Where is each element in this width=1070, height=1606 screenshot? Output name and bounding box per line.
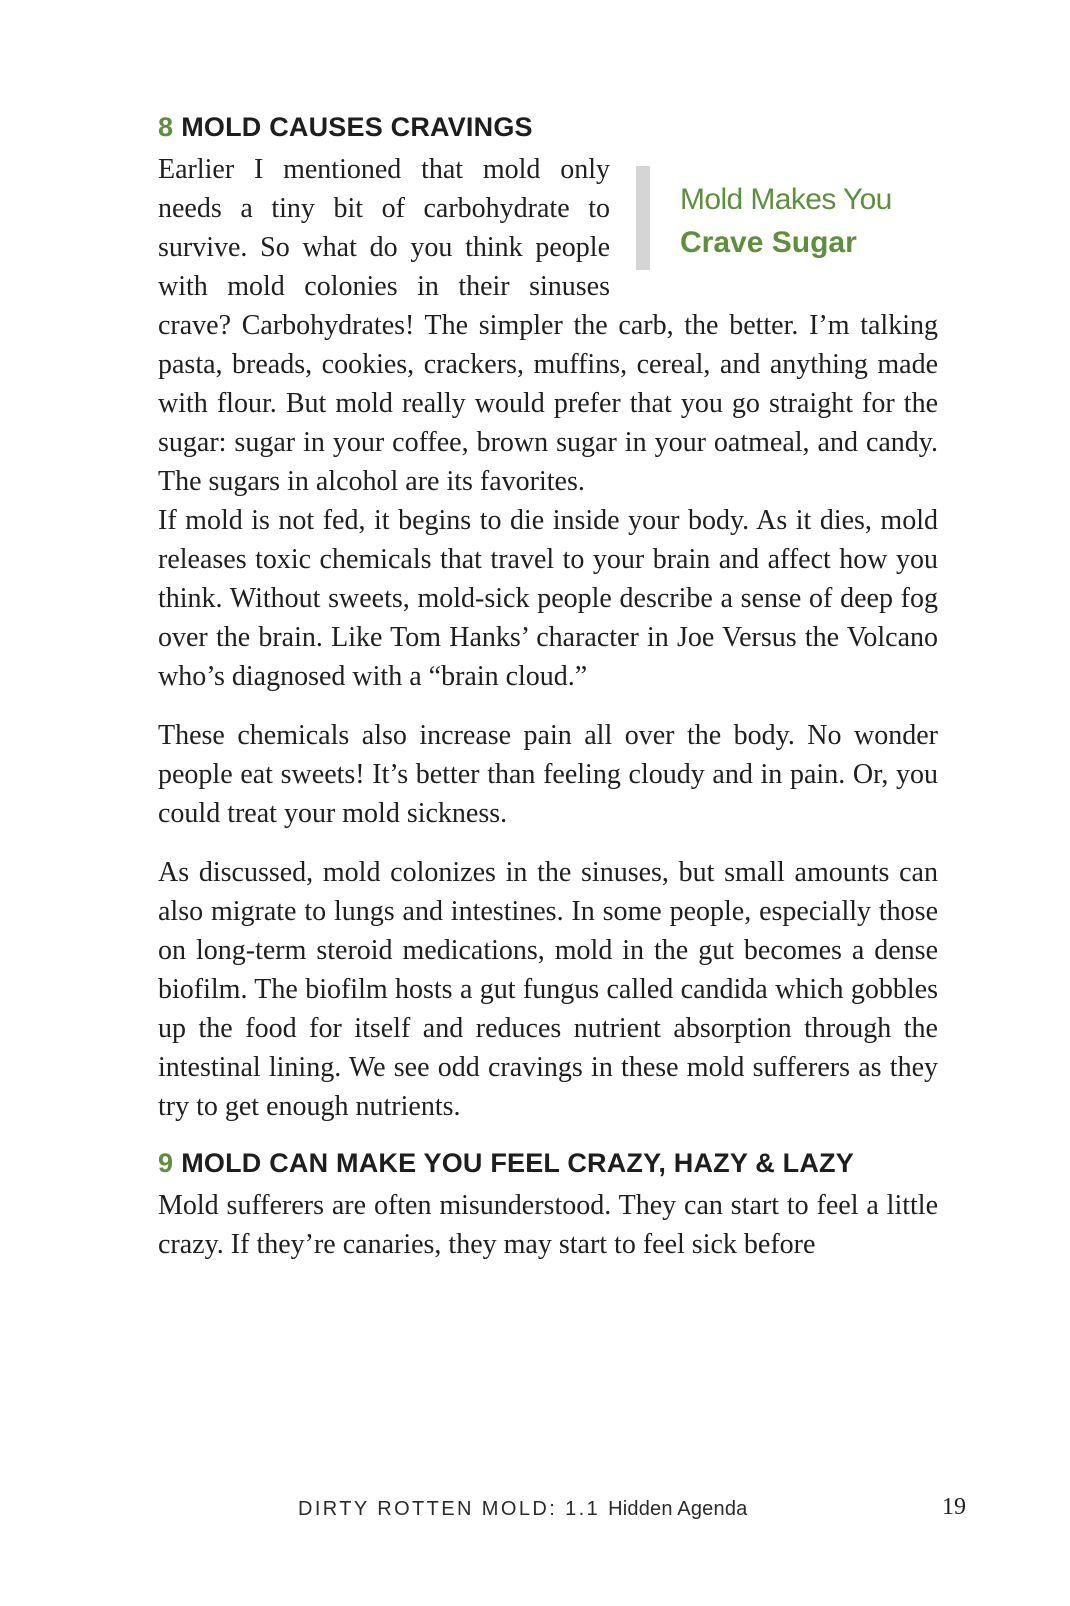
footer-book-title: DIRTY ROTTEN MOLD: 1.1 <box>298 1498 601 1520</box>
page-content <box>158 110 938 1284</box>
footer-chapter: Hidden Agenda <box>608 1498 748 1520</box>
section-9-heading <box>158 1146 938 1180</box>
section-8-paragraph-3: These chemicals also increase pain all over the body. No wonder people eat sweets! It’s better than feeling cloudy and in pain. Or, you could treat your mold sickness. <box>158 720 938 829</box>
section-9-paragraph-1: Mold sufferers are often misunderstood. They can start to feel a little crazy. If they’re canaries, they may start to feel sick before <box>158 1190 938 1260</box>
pull-quote <box>636 166 938 270</box>
section-8-paragraph-1 <box>158 150 938 501</box>
section-8-heading <box>158 110 938 144</box>
running-footer <box>298 1498 747 1521</box>
section-8-paragraph-4: As discussed, mold colonizes in the sinuses, but small amounts can also migrate to lungs and intestines. In some people, especially those on long-term steroid medications, mold in the gut becomes a dense biofilm. The biofilm hosts a gut fungus called candida which gobbles up the food for itself and reduces nutrient absorption through the intestinal lining. We see odd cravings in these mold sufferers as they try to get enough nutrients. <box>158 857 938 1122</box>
section-9-number: 9 <box>158 1148 174 1178</box>
pull-quote-line-1: Mold Makes You <box>680 183 892 216</box>
page-number: 19 <box>942 1494 966 1520</box>
section-8-title: MOLD CAUSES CRAVINGS <box>181 112 533 142</box>
section-8-paragraph-2: If mold is not fed, it begins to die inside your body. As it dies, mold releases toxic chemicals that travel to your brain and affect how you think. Without sweets, mold-sick people describe a sense of deep fog over the brain. Like Tom Hanks’ character in Joe Versus the Volcano who’s diagnosed with a “brain cloud.” <box>158 505 938 692</box>
pull-quote-line-2: Crave Sugar <box>680 226 857 259</box>
page-footer <box>0 1494 1070 1528</box>
section-8-number: 8 <box>158 112 174 142</box>
section-9-title: MOLD CAN MAKE YOU FEEL CRAZY, HAZY & LAZY <box>181 1148 854 1178</box>
section-8-paragraph-1-text: Earlier I mentioned that mold only needs a tiny bit of carbohydrate to survive. So what do you think people with mold colonies in their sinuses crave? Carbohydrates! The simpler the carb, the better. I’m talking pasta, breads, cookies, crackers, muffins, cereal, and anything made with flour. But mold really would prefer that you go straight for the sugar: sugar in your coffee, brown sugar in your oatmeal, and candy. The sugars in alcohol are its favorites. <box>158 154 938 497</box>
